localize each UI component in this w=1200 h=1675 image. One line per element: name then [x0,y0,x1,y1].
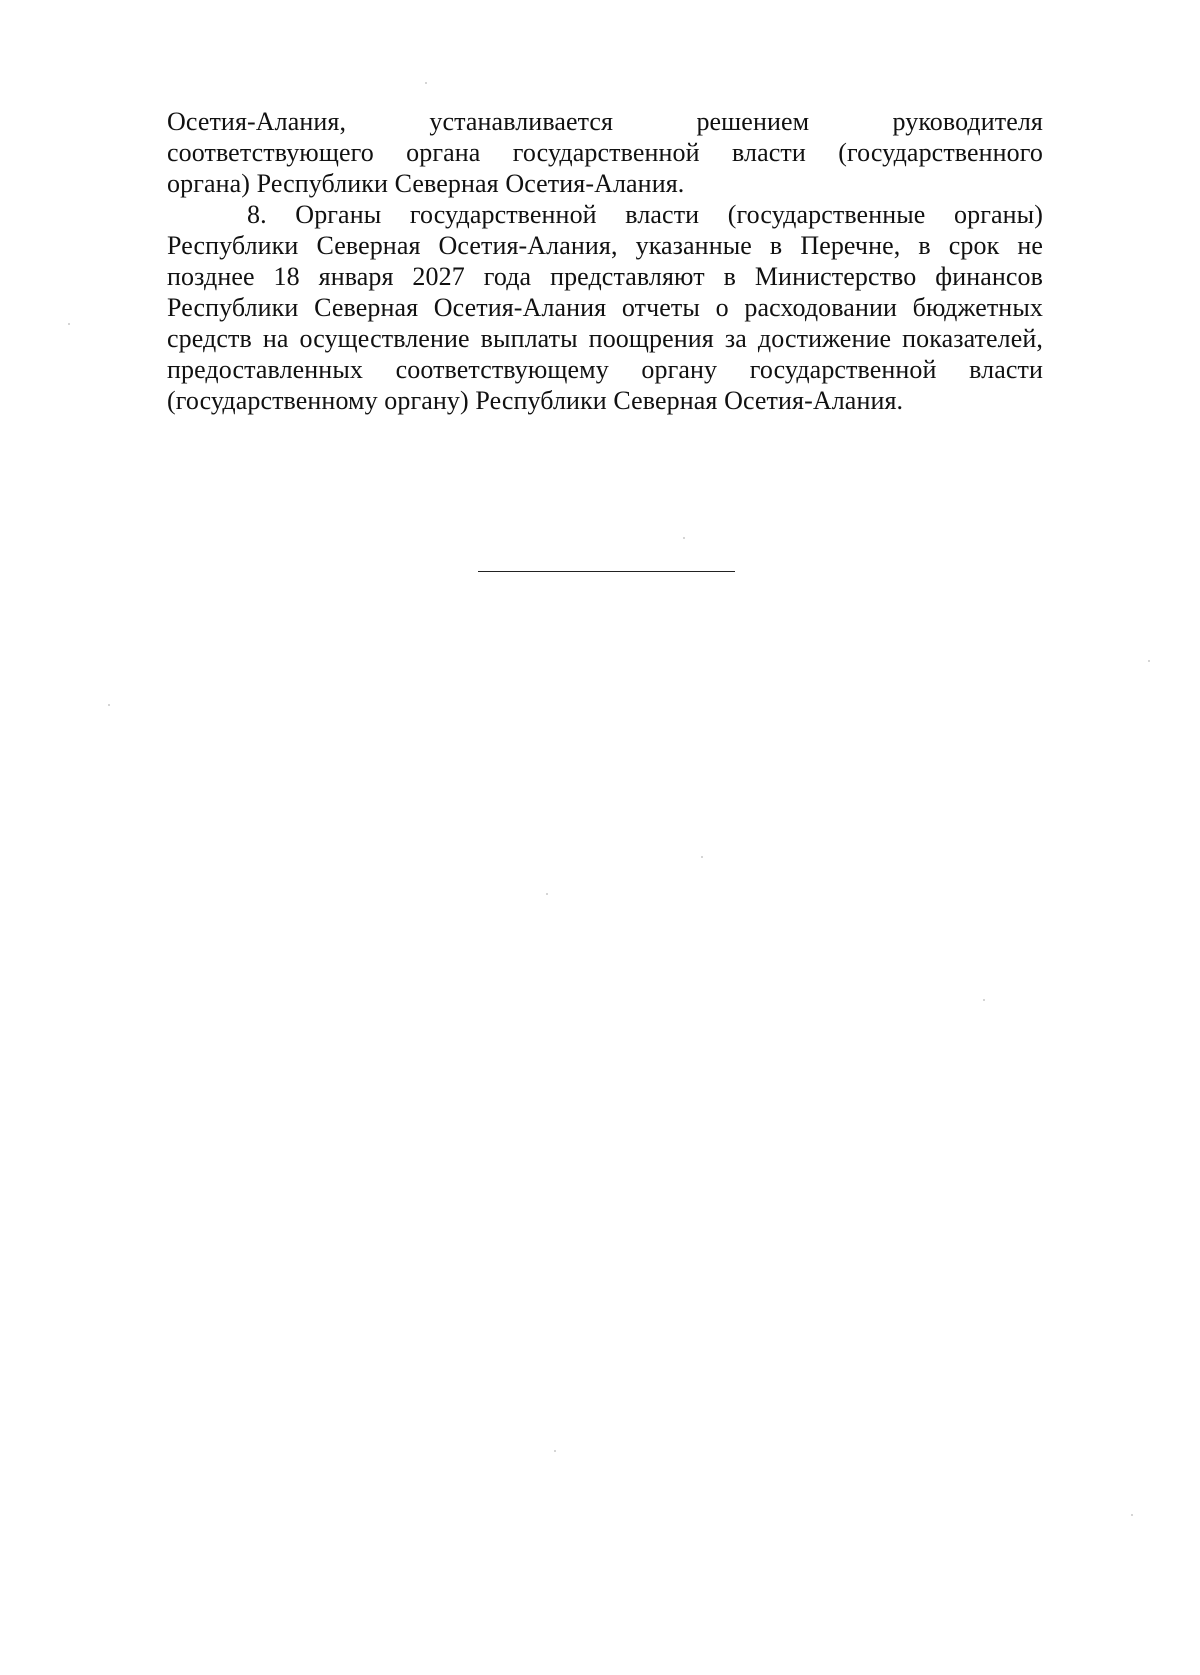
scan-speck [701,856,703,858]
text-line: органа) Республики Северная Осетия-Алания. [167,169,685,198]
scan-speck [983,999,985,1001]
text-line: Республики Северная Осетия-Алания, указанные в Перечне, в срок не [167,231,1043,260]
text-line: Республики Северная Осетия-Алания отчеты о расходовании бюджетных [167,293,1043,322]
document-body [167,106,1043,416]
text-line: позднее 18 января 2027 года представляют в Министерство финансов [167,262,1043,291]
scan-speck [683,537,685,539]
text-line: Осетия-Алания, устанавливается решением руководителя [167,107,1043,136]
scan-speck [554,1450,556,1452]
text-line: (государственному органу) Республики Северная Осетия-Алания. [167,386,904,415]
text-line: 8. Органы государственной власти (государственные органы) [247,200,1043,229]
scan-speck [68,323,70,325]
end-of-document-rule [478,571,735,572]
scan-speck [425,82,427,84]
scan-speck [108,704,110,706]
paragraph-continuation [167,106,1043,199]
text-line: средств на осуществление выплаты поощрения за достижение показателей, [167,324,1043,353]
paragraph-8 [167,199,1043,416]
scan-speck [1131,1514,1133,1516]
scan-speck [546,893,548,895]
text-line: соответствующего органа государственной власти (государственного [167,138,1043,167]
scan-speck [1148,660,1150,662]
text-line: предоставленных соответствующему органу государственной власти [167,355,1043,384]
